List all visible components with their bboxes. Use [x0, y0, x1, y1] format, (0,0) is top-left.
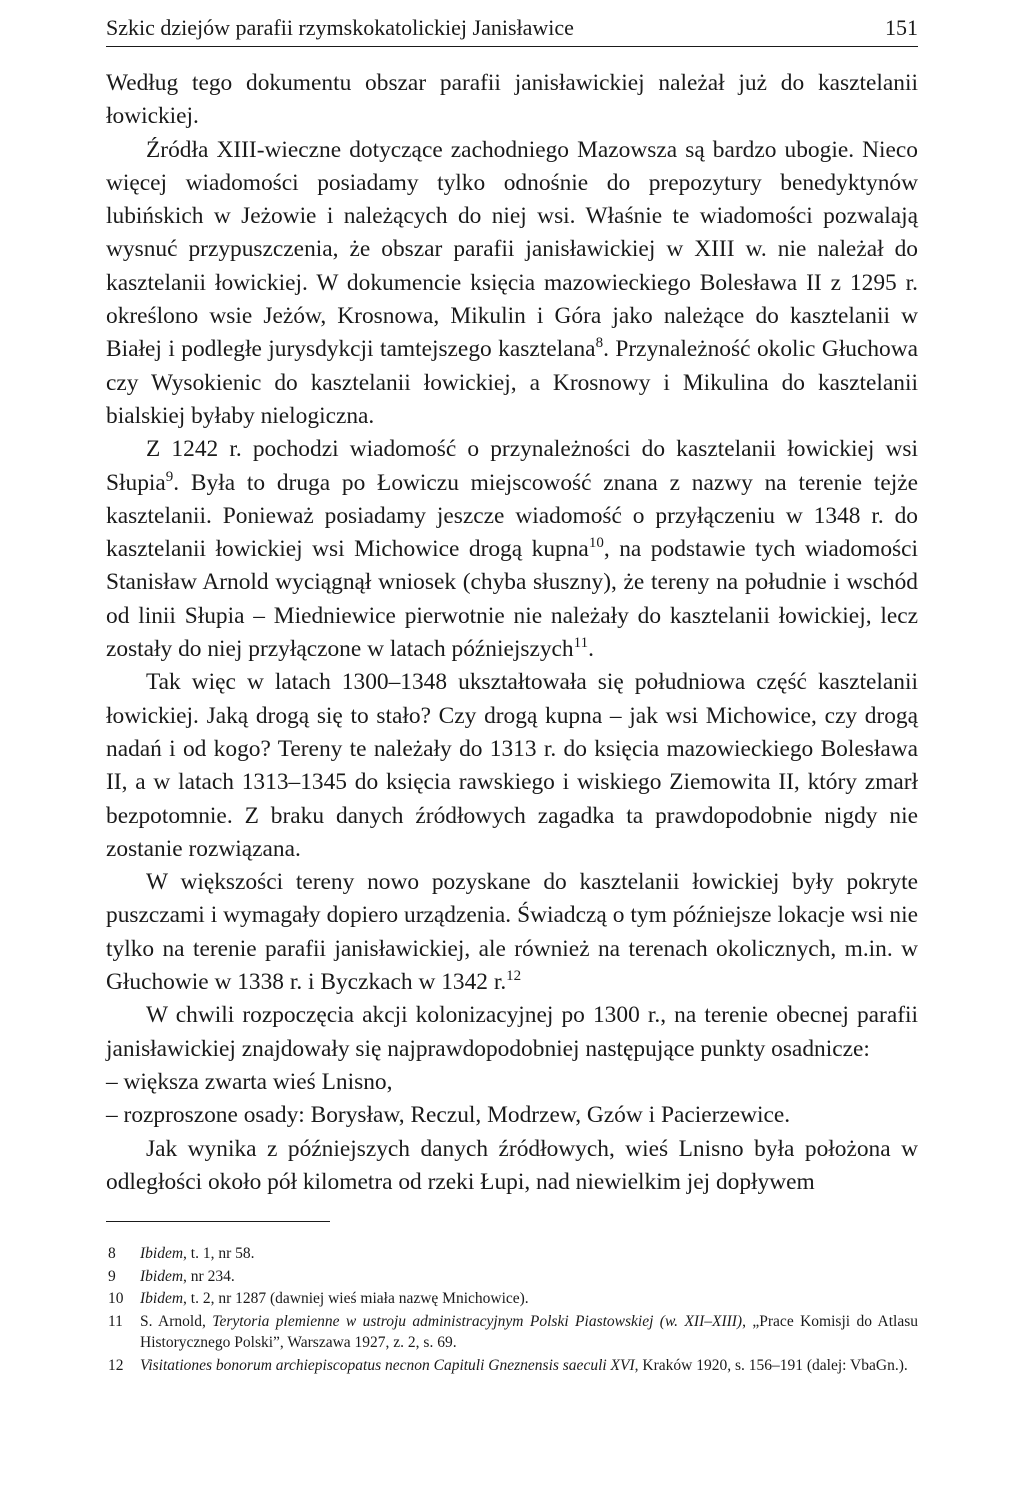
paragraph — [106, 999, 918, 1066]
text-run: , na podstawie tych wiadomości Stanisław Arnold wyciągnął wniosek (chyba słuszny), że tereny na południe i wschód od linii Słupia – Miedniewice pierwotnie nie należały do kasztelanii łowickiej, lecz zostały do niej przyłączone w latach późniejszych — [106, 536, 919, 663]
text-run: Jak wynika z późniejszych danych źródłowych, wieś Lnisno była położona w odległości około pół kilometra od rzeki Łupi, nad niewielkim jej dopływem — [106, 1135, 918, 1195]
text-run: W chwili rozpoczęcia akcji kolonizacyjnej po 1300 r., na terenie obecnej parafii janisławickiej znajdowały się najprawdopodobniej następujące punkty osadnicze: — [106, 1002, 918, 1062]
footnote-number: 9 — [108, 1267, 116, 1285]
text-run: – większa zwarta wieś Lnisno, — [106, 1068, 393, 1095]
footnote-number: 12 — [108, 1356, 124, 1374]
footnote-ref: 9 — [165, 468, 174, 485]
footnote-text — [140, 1243, 918, 1265]
text-run: Tak więc w latach 1300–1348 ukształtowała się południowa część kasztelanii łowickiej. Jaką drogą się to stało? Czy drogą kupna – jak wsi Michowice, czy drogą nadań i od kogo? Tereny te należały do 1313 r. do księcia mazowieckiego Bolesława II, a w latach 1313–1345 do księcia rawskiego i wiskiego Ziemowita II, który zmarł bezpotomnie. Z braku danych źródłowych zagadka ta prawdopodobnie nigdy nie zostanie rozwiązana. — [106, 669, 918, 862]
page — [106, 14, 918, 1377]
text-run: – rozproszone osady: Borysław, Reczul, Modrzew, Gzów i Pacierzewice. — [106, 1102, 791, 1129]
footnote-text — [140, 1355, 918, 1377]
footnote-number: 8 — [108, 1245, 116, 1263]
footnotes — [106, 1243, 918, 1376]
running-head-title: Szkic dziejów parafii rzymskokatolickiej Janisławice — [106, 15, 574, 40]
italic-text: Ibidem — [140, 1245, 184, 1263]
body-text — [106, 67, 918, 1199]
footnote-number: 10 — [108, 1290, 124, 1308]
text-run: . Przynależność okolic Głuchowa czy Wysokienic do kasztelanii łowickiej, a Krosnowy i Mikulina do kasztelanii bialskiej byłaby nielogiczna. — [106, 336, 918, 429]
paragraph — [106, 866, 918, 999]
footnote-ref: 12 — [506, 968, 522, 985]
footnote-text — [140, 1266, 918, 1288]
footnote-number: 11 — [108, 1312, 123, 1330]
footnote-separator — [106, 1221, 330, 1222]
running-head — [106, 14, 918, 47]
italic-text: Ibidem — [140, 1267, 184, 1285]
italic-text: Visitationes bonorum archiepiscopatus necnon Capituli Gneznensis saeculi XVI — [140, 1356, 635, 1374]
text-run: Źródła XIII-wieczne dotyczące zachodniego Mazowsza są bardzo ubogie. Nieco więcej wiadomości posiadamy tylko odnośnie do prepozytury benedyktynów lubińskich w Jeżowie i należących do niej wsi. Właśnie te wiadomości pozwalają wysnuć przypuszczenia, że obszar parafii janisławickiej w XIII w. nie należał do kasztelanii łowickiej. W dokumencie księcia mazowieckiego Bolesława II z 1295 r. określono wsie Jeżów, Krosnowa, Mikulin i Góra jako należące do kasztelanii w Białej i podległe jurysdykcji tamtejszego kasztelana — [106, 136, 918, 363]
text-run: . Była to druga po Łowiczu miejscowość znana z nazwy na terenie tejże kasztelanii. Ponieważ posiadamy jeszcze wiadomość o przyłączeniu w 1348 r. do kasztelanii łowickiej wsi Michowice drogą kupna — [106, 469, 918, 563]
text-run: , t. 2, nr 1287 (dawniej wieś miała nazwę Mnichowice). — [183, 1290, 529, 1308]
text-run: , t. 1, nr 58. — [183, 1245, 255, 1263]
paragraph — [106, 1133, 918, 1200]
italic-text: Ibidem — [140, 1290, 184, 1308]
italic-text: Terytoria plemienne w ustroju administracyjnym Polski Piastowskiej (w. XII–XIII) — [212, 1312, 743, 1330]
footnote-text — [140, 1311, 918, 1354]
footnote-ref: 10 — [588, 535, 604, 552]
paragraph — [106, 433, 918, 666]
text-run: , Kraków 1920, s. 156–191 (dalej: VbaGn.). — [634, 1356, 908, 1374]
list-item — [106, 1066, 918, 1099]
paragraph — [106, 666, 918, 866]
text-run: , nr 234. — [183, 1267, 235, 1285]
text-run: W większości tereny nowo pozyskane do kasztelanii łowickiej były pokryte puszczami i wymagały dopiero urządzenia. Świadczą o tym późniejsze lokacje wsi nie tylko na terenie parafii janisławickiej, ale również na terenach okolicznych, m.in. w Głuchowie w 1338 r. i Byczkach w 1342 r. — [106, 869, 918, 996]
paragraph — [106, 134, 918, 434]
footnote-text — [140, 1288, 918, 1310]
text-run: Z 1242 r. pochodzi wiadomość o przynależności do kasztelanii łowickiej wsi Słupia — [106, 436, 918, 496]
footnote — [106, 1243, 918, 1265]
page-number: 151 — [885, 15, 918, 40]
footnote — [106, 1311, 918, 1354]
footnote — [106, 1288, 918, 1310]
text-run: . — [588, 636, 594, 663]
list-item — [106, 1099, 918, 1132]
text-run: , „Prace Komisji do Atlasu Historycznego Polski”, Warszawa 1927, z. 2, s. 69. — [140, 1312, 918, 1352]
text-run: S. Arnold, — [140, 1312, 213, 1330]
text-run: Według tego dokumentu obszar parafii janisławickiej należał już do kasztelanii łowickiej. — [106, 70, 918, 130]
footnote — [106, 1355, 918, 1377]
paragraph — [106, 67, 918, 134]
footnote-ref: 11 — [573, 635, 589, 652]
footnote-ref: 8 — [595, 335, 604, 352]
footnote — [106, 1266, 918, 1288]
